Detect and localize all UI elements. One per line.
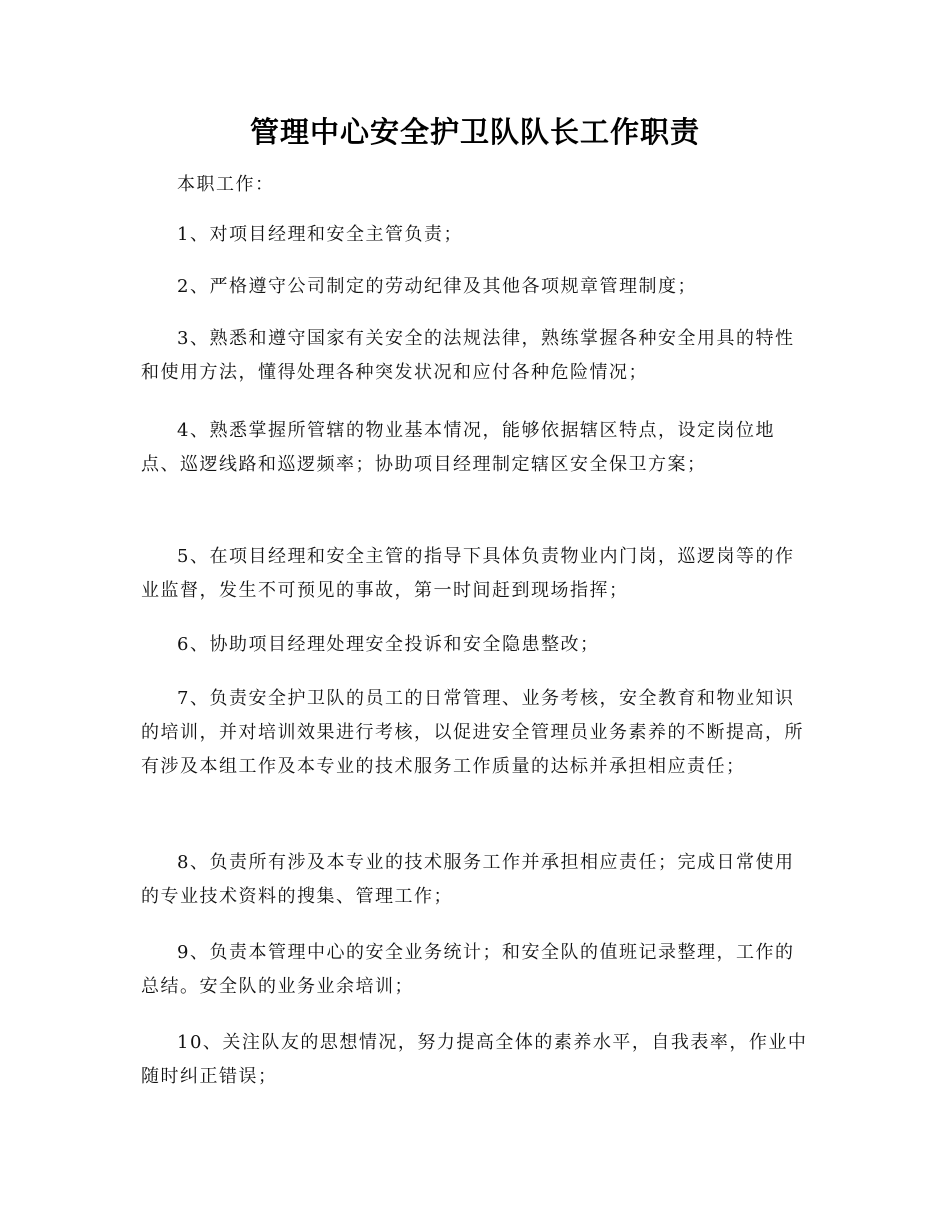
duty-item-1 [141, 218, 809, 252]
duty-paragraph: 3、熟悉和遵守国家有关安全的法规法律，熟练掌握各种安全用具的特性和使用方法，懂得处理各种突发状况和应付各种危险情况； [141, 328, 795, 383]
document-title: 管理中心安全护卫队队长工作职责 [249, 115, 700, 149]
intro-text [141, 168, 809, 202]
duty-item-2 [141, 270, 809, 304]
duty-item-9 [141, 936, 809, 1004]
duty-item-3 [141, 322, 809, 390]
duty-item-4 [141, 414, 809, 482]
duty-paragraph: 5、在项目经理和安全主管的指导下具体负责物业内门岗，巡逻岗等的作业监督，发生不可预见的事故，第一时间赶到现场指挥； [141, 546, 795, 601]
duty-paragraph: 4、熟悉掌握所管辖的物业基本情况，能够依据辖区特点，设定岗位地点、巡逻线路和巡逻频率；协助项目经理制定辖区安全保卫方案； [141, 420, 775, 475]
duty-item-10 [141, 1026, 809, 1094]
duty-paragraph: 2、严格遵守公司制定的劳动纪律及其他各项规章管理制度； [177, 276, 697, 297]
duty-paragraph: 9、负责本管理中心的安全业务统计；和安全队的值班记录整理，工作的总结。安全队的业务业余培训； [141, 942, 795, 997]
duty-item-6 [141, 628, 809, 662]
duty-paragraph: 6、协助项目经理处理安全投诉和安全隐患整改； [177, 634, 600, 655]
intro-paragraph: 本职工作： [177, 174, 275, 195]
duty-paragraph: 10、关注队友的思想情况，努力提高全体的素养水平，自我表率，作业中随时纠正错误； [141, 1032, 808, 1087]
duty-item-8 [141, 846, 809, 914]
duty-paragraph: 7、负责安全护卫队的员工的日常管理、业务考核，安全教育和物业知识的培训，并对培训效果进行考核，以促进安全管理员业务素养的不断提高，所有涉及本组工作及本专业的技术服务工作质量的达标并承担相应责任； [141, 688, 804, 777]
duty-item-5 [141, 540, 809, 608]
duty-paragraph: 1、对项目经理和安全主管负责； [177, 224, 463, 245]
duty-item-7 [141, 682, 809, 784]
duty-paragraph: 8、负责所有涉及本专业的技术服务工作并承担相应责任；完成日常使用的专业技术资料的搜集、管理工作； [141, 852, 795, 907]
